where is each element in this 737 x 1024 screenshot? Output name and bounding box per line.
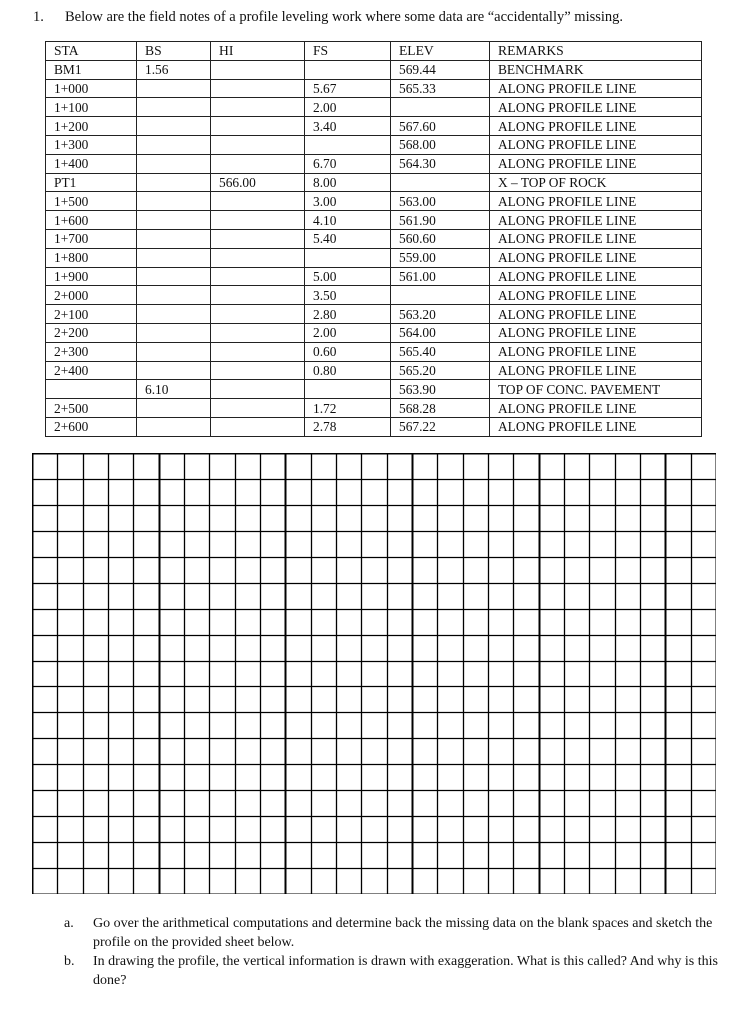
cell-fs: 3.00 bbox=[305, 192, 391, 211]
cell-hi bbox=[211, 305, 305, 324]
cell-sta: 1+700 bbox=[46, 229, 137, 248]
cell-elev: 565.40 bbox=[391, 342, 490, 361]
field-notes-table bbox=[45, 41, 702, 437]
header-remarks: REMARKS bbox=[490, 42, 702, 61]
cell-bs bbox=[137, 229, 211, 248]
cell-hi bbox=[211, 399, 305, 418]
table-row bbox=[46, 342, 702, 361]
cell-hi bbox=[211, 323, 305, 342]
table-row bbox=[46, 305, 702, 324]
cell-hi bbox=[211, 192, 305, 211]
cell-fs: 2.00 bbox=[305, 98, 391, 117]
cell-remarks: ALONG PROFILE LINE bbox=[490, 79, 702, 98]
cell-remarks: ALONG PROFILE LINE bbox=[490, 135, 702, 154]
cell-remarks: ALONG PROFILE LINE bbox=[490, 417, 702, 436]
table-row bbox=[46, 380, 702, 399]
cell-bs bbox=[137, 417, 211, 436]
question-text: Below are the field notes of a profile leveling work where some data are “accidentally” missing. bbox=[65, 9, 624, 25]
subquestion-text: Go over the arithmetical computations and determine back the missing data on the blank spaces and sketch the profile on the provided sheet below. bbox=[93, 916, 713, 950]
cell-fs bbox=[305, 60, 391, 79]
question-title bbox=[33, 9, 623, 26]
cell-sta: 1+000 bbox=[46, 79, 137, 98]
cell-remarks: ALONG PROFILE LINE bbox=[490, 192, 702, 211]
cell-fs: 5.40 bbox=[305, 229, 391, 248]
cell-hi bbox=[211, 229, 305, 248]
cell-sta: 1+200 bbox=[46, 117, 137, 136]
cell-fs: 1.72 bbox=[305, 399, 391, 418]
cell-hi bbox=[211, 380, 305, 399]
subquestion-label: b. bbox=[64, 954, 75, 969]
cell-bs bbox=[137, 286, 211, 305]
cell-bs bbox=[137, 154, 211, 173]
cell-elev: 565.33 bbox=[391, 79, 490, 98]
cell-sta: 1+600 bbox=[46, 211, 137, 230]
cell-elev: 560.60 bbox=[391, 229, 490, 248]
table-row bbox=[46, 173, 702, 192]
cell-sta: BM1 bbox=[46, 60, 137, 79]
cell-bs: 1.56 bbox=[137, 60, 211, 79]
cell-fs: 3.50 bbox=[305, 286, 391, 305]
cell-bs bbox=[137, 79, 211, 98]
cell-sta: 1+500 bbox=[46, 192, 137, 211]
cell-elev bbox=[391, 98, 490, 117]
cell-fs: 0.60 bbox=[305, 342, 391, 361]
cell-bs bbox=[137, 192, 211, 211]
cell-remarks: ALONG PROFILE LINE bbox=[490, 323, 702, 342]
header-bs: BS bbox=[137, 42, 211, 61]
cell-fs: 4.10 bbox=[305, 211, 391, 230]
table-row bbox=[46, 60, 702, 79]
cell-hi bbox=[211, 135, 305, 154]
cell-fs: 2.00 bbox=[305, 323, 391, 342]
header-hi: HI bbox=[211, 42, 305, 61]
cell-remarks: X – TOP OF ROCK bbox=[490, 173, 702, 192]
cell-elev: 559.00 bbox=[391, 248, 490, 267]
cell-hi bbox=[211, 417, 305, 436]
table-row bbox=[46, 248, 702, 267]
cell-fs: 2.78 bbox=[305, 417, 391, 436]
cell-sta: 1+800 bbox=[46, 248, 137, 267]
table-row bbox=[46, 117, 702, 136]
cell-remarks: ALONG PROFILE LINE bbox=[490, 361, 702, 380]
cell-bs bbox=[137, 211, 211, 230]
cell-bs bbox=[137, 342, 211, 361]
cell-sta: 2+100 bbox=[46, 305, 137, 324]
cell-fs: 3.40 bbox=[305, 117, 391, 136]
cell-bs bbox=[137, 135, 211, 154]
header-fs: FS bbox=[305, 42, 391, 61]
cell-fs: 0.80 bbox=[305, 361, 391, 380]
cell-remarks: ALONG PROFILE LINE bbox=[490, 399, 702, 418]
cell-sta: 2+200 bbox=[46, 323, 137, 342]
cell-elev: 568.00 bbox=[391, 135, 490, 154]
cell-remarks: ALONG PROFILE LINE bbox=[490, 117, 702, 136]
cell-hi bbox=[211, 79, 305, 98]
cell-bs bbox=[137, 361, 211, 380]
cell-hi bbox=[211, 60, 305, 79]
cell-fs: 2.80 bbox=[305, 305, 391, 324]
cell-remarks: TOP OF CONC. PAVEMENT bbox=[490, 380, 702, 399]
cell-elev: 569.44 bbox=[391, 60, 490, 79]
cell-bs: 6.10 bbox=[137, 380, 211, 399]
cell-sta: 1+400 bbox=[46, 154, 137, 173]
cell-elev: 567.60 bbox=[391, 117, 490, 136]
cell-elev: 564.00 bbox=[391, 323, 490, 342]
table-row bbox=[46, 286, 702, 305]
cell-elev: 563.20 bbox=[391, 305, 490, 324]
table-row bbox=[46, 399, 702, 418]
cell-elev: 568.28 bbox=[391, 399, 490, 418]
profile-grid-sheet bbox=[32, 453, 716, 894]
table-header-row bbox=[46, 42, 702, 61]
cell-hi bbox=[211, 211, 305, 230]
cell-hi: 566.00 bbox=[211, 173, 305, 192]
table-row bbox=[46, 267, 702, 286]
cell-sta: 1+100 bbox=[46, 98, 137, 117]
cell-fs bbox=[305, 135, 391, 154]
table-row bbox=[46, 79, 702, 98]
cell-fs: 8.00 bbox=[305, 173, 391, 192]
cell-fs: 5.00 bbox=[305, 267, 391, 286]
cell-sta: 1+300 bbox=[46, 135, 137, 154]
table-row bbox=[46, 323, 702, 342]
cell-remarks: ALONG PROFILE LINE bbox=[490, 286, 702, 305]
cell-fs: 5.67 bbox=[305, 79, 391, 98]
table-row bbox=[46, 154, 702, 173]
table-row bbox=[46, 361, 702, 380]
cell-bs bbox=[137, 267, 211, 286]
cell-remarks: ALONG PROFILE LINE bbox=[490, 229, 702, 248]
cell-remarks: ALONG PROFILE LINE bbox=[490, 248, 702, 267]
question-number: 1. bbox=[33, 9, 44, 25]
cell-hi bbox=[211, 286, 305, 305]
cell-hi bbox=[211, 267, 305, 286]
cell-elev: 567.22 bbox=[391, 417, 490, 436]
subquestion-b bbox=[64, 952, 724, 990]
table-row bbox=[46, 98, 702, 117]
cell-bs bbox=[137, 98, 211, 117]
cell-fs bbox=[305, 380, 391, 399]
cell-remarks: ALONG PROFILE LINE bbox=[490, 267, 702, 286]
cell-sta: 2+300 bbox=[46, 342, 137, 361]
cell-fs: 6.70 bbox=[305, 154, 391, 173]
cell-bs bbox=[137, 323, 211, 342]
cell-elev: 564.30 bbox=[391, 154, 490, 173]
cell-hi bbox=[211, 154, 305, 173]
cell-remarks: BENCHMARK bbox=[490, 60, 702, 79]
cell-hi bbox=[211, 361, 305, 380]
cell-bs bbox=[137, 399, 211, 418]
cell-remarks: ALONG PROFILE LINE bbox=[490, 211, 702, 230]
sub-questions bbox=[64, 914, 724, 990]
cell-remarks: ALONG PROFILE LINE bbox=[490, 154, 702, 173]
subquestion-label: a. bbox=[64, 916, 74, 931]
cell-elev: 565.20 bbox=[391, 361, 490, 380]
cell-bs bbox=[137, 173, 211, 192]
cell-elev: 563.90 bbox=[391, 380, 490, 399]
table-row bbox=[46, 192, 702, 211]
cell-fs bbox=[305, 248, 391, 267]
cell-hi bbox=[211, 248, 305, 267]
cell-sta: 2+600 bbox=[46, 417, 137, 436]
cell-sta: 2+500 bbox=[46, 399, 137, 418]
cell-sta: 2+400 bbox=[46, 361, 137, 380]
cell-sta: 2+000 bbox=[46, 286, 137, 305]
cell-bs bbox=[137, 305, 211, 324]
cell-elev: 561.00 bbox=[391, 267, 490, 286]
cell-remarks: ALONG PROFILE LINE bbox=[490, 305, 702, 324]
cell-sta: PT1 bbox=[46, 173, 137, 192]
header-sta: STA bbox=[46, 42, 137, 61]
cell-elev bbox=[391, 173, 490, 192]
subquestion-a bbox=[64, 914, 724, 952]
cell-sta bbox=[46, 380, 137, 399]
cell-remarks: ALONG PROFILE LINE bbox=[490, 98, 702, 117]
subquestion-text: In drawing the profile, the vertical information is drawn with exaggeration. What is this called? And why is this done? bbox=[93, 954, 718, 988]
cell-remarks: ALONG PROFILE LINE bbox=[490, 342, 702, 361]
table-row bbox=[46, 417, 702, 436]
cell-sta: 1+900 bbox=[46, 267, 137, 286]
cell-elev: 561.90 bbox=[391, 211, 490, 230]
cell-hi bbox=[211, 117, 305, 136]
table-row bbox=[46, 135, 702, 154]
cell-bs bbox=[137, 117, 211, 136]
table-row bbox=[46, 211, 702, 230]
cell-hi bbox=[211, 98, 305, 117]
table-row bbox=[46, 229, 702, 248]
header-elev: ELEV bbox=[391, 42, 490, 61]
cell-elev: 563.00 bbox=[391, 192, 490, 211]
cell-elev bbox=[391, 286, 490, 305]
cell-hi bbox=[211, 342, 305, 361]
cell-bs bbox=[137, 248, 211, 267]
